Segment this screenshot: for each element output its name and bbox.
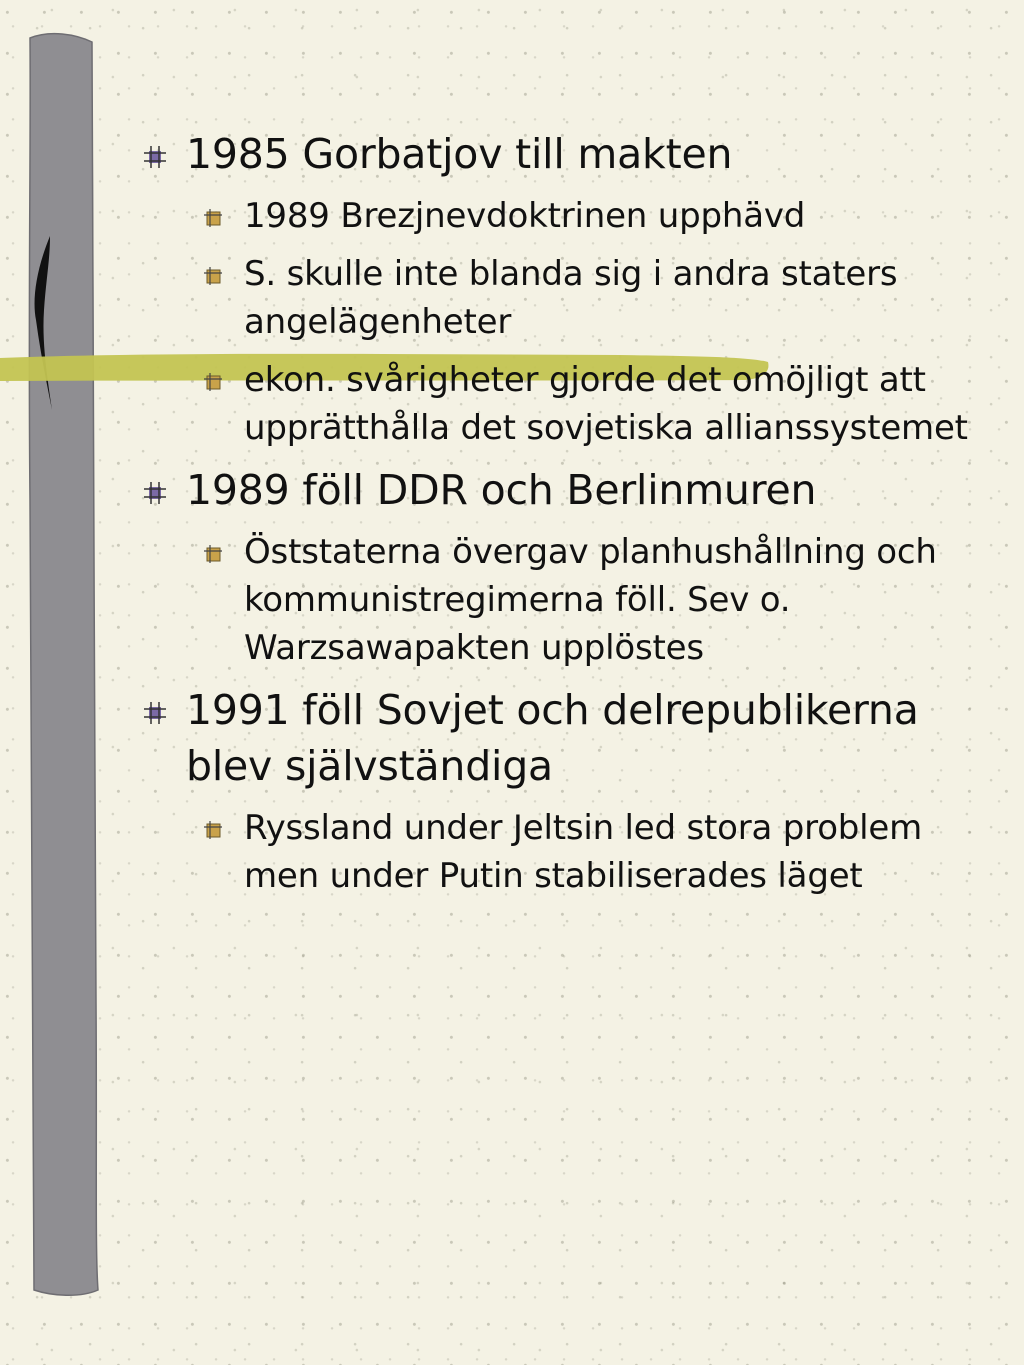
gold-square-bullet-icon <box>204 209 222 227</box>
bullet-text: 1991 föll Sovjet och delrepublikerna blev självständiga <box>186 686 919 790</box>
sub-bullet-item-1-2 <box>140 250 1000 346</box>
purple-hash-bullet-icon <box>144 702 166 724</box>
gold-square-bullet-icon <box>204 545 222 563</box>
gold-square-bullet-icon <box>204 373 222 391</box>
purple-hash-bullet-icon <box>144 482 166 504</box>
sub-bullet-item-3-1 <box>140 804 1000 900</box>
sub-bullet-item-1-3 <box>140 356 1000 452</box>
bullet-item-3 <box>140 682 1000 794</box>
purple-hash-bullet-icon <box>144 146 166 168</box>
bullet-text: 1989 föll DDR och Berlinmuren <box>186 466 817 514</box>
sub-bullet-item-2-1 <box>140 528 1000 672</box>
bullet-list <box>140 126 1000 900</box>
sub-bullet-text: Öststaterna övergav planhushållning och kommunistregimerna föll. Sev o. Warzsawapakten upplöstes <box>244 532 937 668</box>
bullet-text: 1985 Gorbatjov till makten <box>186 130 733 178</box>
sub-bullet-text: S. skulle inte blanda sig i andra staters angelägenheter <box>244 254 898 342</box>
bullet-item-1 <box>140 126 1000 182</box>
gold-square-bullet-icon <box>204 267 222 285</box>
sub-bullet-text: 1989 Brezjnevdoktrinen upphävd <box>244 196 806 236</box>
bullet-item-2 <box>140 462 1000 518</box>
sub-bullet-item-1-1 <box>140 192 1000 240</box>
gold-square-bullet-icon <box>204 821 222 839</box>
sub-bullet-text: Ryssland under Jeltsin led stora problem men under Putin stabiliserades läget <box>244 808 923 896</box>
sub-bullet-text: ekon. svårigheter gjorde det omöjligt att upprätthålla det sovjetiska allianssystemet <box>244 360 968 448</box>
